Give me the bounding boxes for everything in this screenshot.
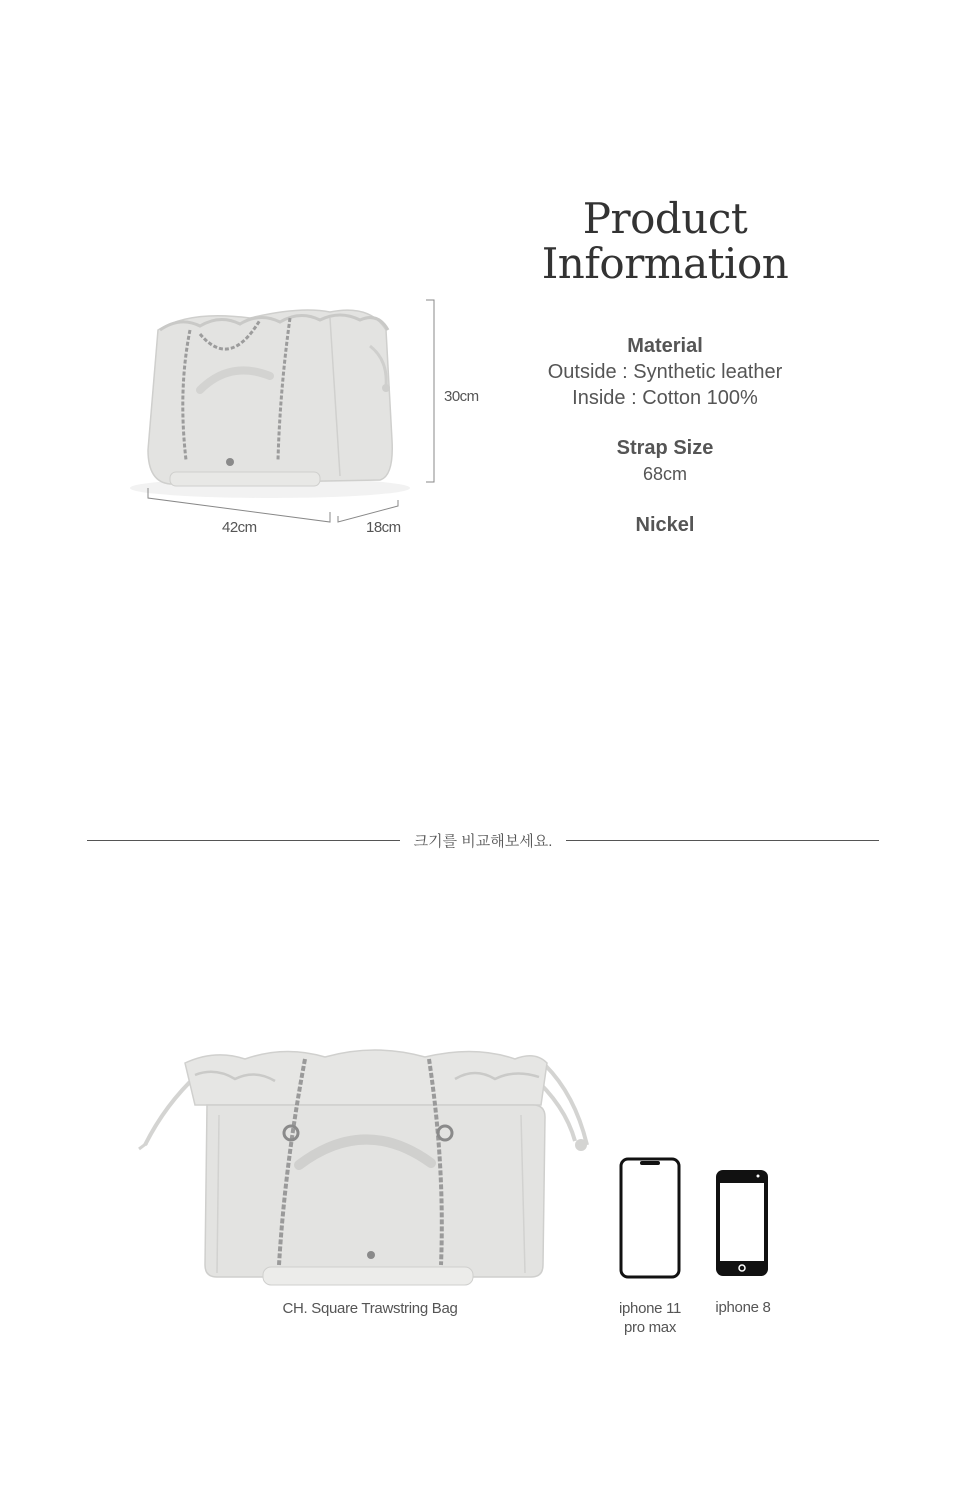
title-line1: Product [582,194,748,243]
hardware-spec [500,512,830,538]
height-label: 30cm [444,388,479,405]
material-inside: Inside : Cotton 100% [572,387,758,409]
bag-caption: CH. Square Trawstring Bag [282,1300,458,1317]
material-outside: Outside : Synthetic leather [547,361,783,383]
depth-label: 18cm [366,519,401,536]
iphone-11-caption-line2: pro max [623,1319,677,1336]
iphone-11-pro-max-icon [619,1157,681,1279]
product-info-title [520,196,810,286]
bag-comparison-photo [135,1045,605,1290]
bag-dimension-photo [130,290,450,530]
compare-divider-text: 크기를 비교해보세요. [413,833,553,850]
material-heading: Material [627,335,703,357]
strap-value: 68cm [642,464,687,484]
title-line2: Information [541,239,789,288]
strap-spec [500,435,830,487]
iphone-11-caption [600,1299,700,1337]
strap-heading: Strap Size [616,437,714,459]
iphone-11-caption-line1: iphone 11 [618,1300,682,1317]
iphone-8-caption: iphone 8 [715,1299,771,1316]
iphone-8-icon [715,1169,769,1277]
hardware-value: Nickel [635,514,695,536]
divider-left [87,840,400,841]
width-label: 42cm [222,519,257,536]
material-spec [500,333,830,411]
divider-right [566,840,879,841]
